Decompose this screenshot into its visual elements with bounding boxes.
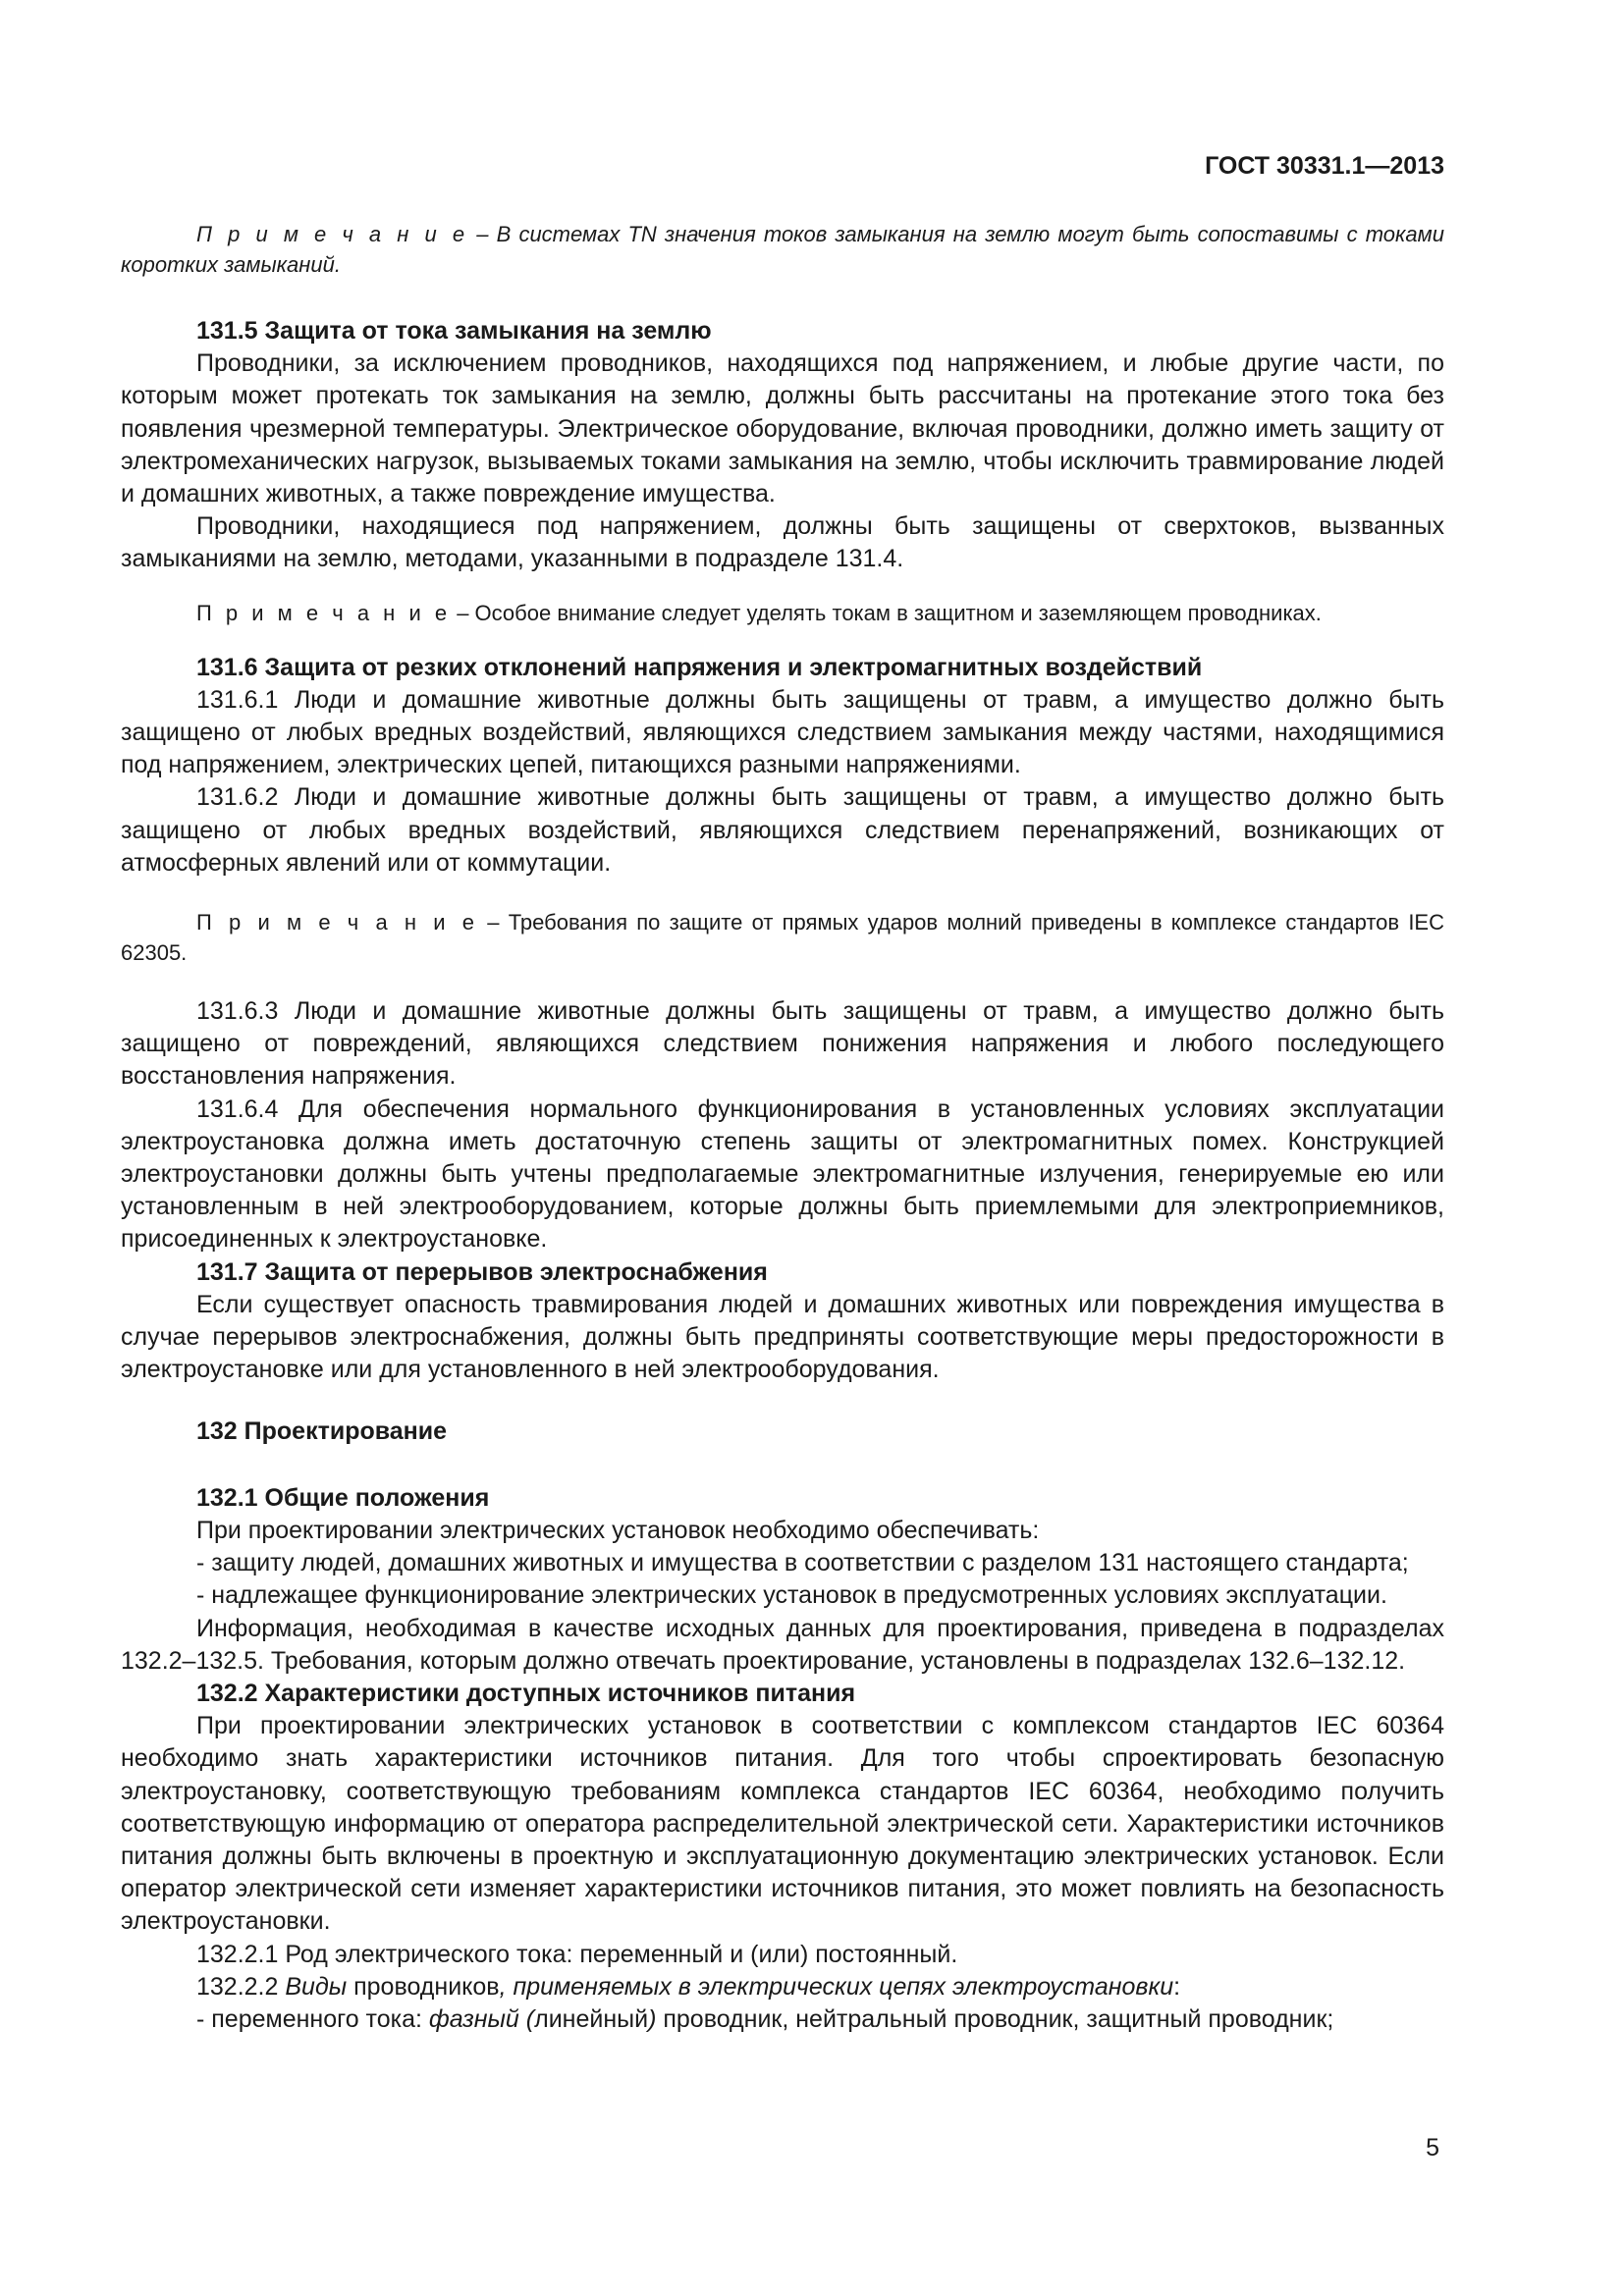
page-number: 5 xyxy=(1426,2134,1439,2162)
paragraph: Информация, необходимая в качестве исходных данных для проектирования, приведена в подразделах 132.2–132.5. Требования, которым должно отвечать проектирование, установлены в подразделах 132.6–132.12. xyxy=(121,1614,1444,1675)
paragraph: Проводники, находящиеся под напряжением, должны быть защищены от сверхтоков, вызванных замыканиями на землю, методами, указанными в подразделе 131.4. xyxy=(121,512,1444,573)
heading-131-5: 131.5 Защита от тока замыкания на землю xyxy=(196,317,712,345)
paragraph: При проектировании электрических установок в соответствии с комплексом стандартов IEC 60364 необходимо знать характеристики источников питания. Для того чтобы спроектировать безопасную электроустановку, соответствующую требованиям комплекса стандартов IEC 60364, необходимо получить соответствующую информацию от оператора распределительной электрической сети. Характеристики источников питания должны быть включены в проектную и эксплуатационную документацию электрических установок. Если оператор электрической сети изменяет характеристики источников питания, это может повлиять на безопасность электроустановки. xyxy=(121,1712,1444,1936)
text-run: линейный xyxy=(534,2004,649,2033)
paragraph: 132.2.1 Род электрического тока: переменный и (или) постоянный. xyxy=(196,1940,958,1968)
paragraph: 131.6.3 Люди и домашние животные должны быть защищены от травм, а имущество должно быть защищено от повреждений, являющихся следствием понижения напряжения и любого последующего восстановления напряжения. xyxy=(121,997,1444,1091)
note-protective-conductors xyxy=(121,598,1444,628)
note-label: П р и м е ч а н и е xyxy=(196,222,469,246)
list-item: - надлежащее функционирование электрических установок в предусмотренных условиях эксплуатации. xyxy=(196,1581,1387,1610)
document-body xyxy=(121,219,1444,2036)
heading-131-6: 131.6 Защита от резких отклонений напряжения и электромагнитных воздействий xyxy=(196,653,1203,681)
text-run: - переменного тока: xyxy=(196,2004,429,2033)
note-label: П р и м е ч а н и е xyxy=(196,600,452,625)
paragraph xyxy=(121,1971,1444,2003)
text-run-italic: фазный ( xyxy=(428,2004,535,2033)
text-run: 132.2.2 xyxy=(196,1972,286,2001)
note-label: П р и м е ч а н и е xyxy=(196,910,479,935)
paragraph: 131.6.2 Люди и домашние животные должны быть защищены от травм, а имущество должно быть защищено от любых вредных воздействий, являющихся следствием перенапряжений, возникающих от атмосферных явлений или от коммутации. xyxy=(121,783,1444,877)
text-run-italic: ) xyxy=(648,2004,657,2033)
text-run: проводник, нейтральный проводник, защитный проводник; xyxy=(656,2004,1334,2033)
note-text: – Требования по защите от прямых ударов молний приведены в комплексе стандартов IEC 62305. xyxy=(121,910,1444,966)
paragraph: Если существует опасность травмирования людей и домашних животных или повреждения имущества в случае перерывов электроснабжения, должны быть предприняты соответствующие меры предосторожности в электроустановке или для установленного в ней электрооборудования. xyxy=(121,1290,1444,1384)
note-text: – В системах TN значения токов замыкания на землю могут быть сопоставимы с токами коротких замыканий. xyxy=(121,222,1444,277)
text-run-italic: , применяемых в электрических цепях электроустановки xyxy=(499,1972,1174,2001)
note-tn-systems xyxy=(121,219,1444,280)
note-text: – Особое внимание следует уделять токам в защитном и заземляющем проводниках. xyxy=(451,600,1322,625)
note-lightning xyxy=(121,907,1444,968)
heading-132-2: 132.2 Характеристики доступных источников питания xyxy=(196,1679,856,1707)
text-run: проводников xyxy=(347,1972,500,2001)
paragraph: Проводники, за исключением проводников, находящихся под напряжением, и любые другие части, по которым может протекать ток замыкания на землю, должны быть рассчитаны на протекание этого тока без появления чрезмерной температуры. Электрическое оборудование, включая проводники, должно иметь защиту от электромеханических нагрузок, вызываемых токами замыкания на землю, чтобы исключить травмирование людей и домашних животных, а также повреждение имущества. xyxy=(121,349,1444,508)
heading-132: 132 Проектирование xyxy=(196,1417,448,1446)
paragraph: При проектировании электрических установок необходимо обеспечивать: xyxy=(196,1516,1040,1544)
paragraph: 131.6.1 Люди и домашние животные должны быть защищены от травм, а имущество должно быть защищено от любых вредных воздействий, являющихся следствием замыкания между частями, находящимися под напряжением, электрических цепей, питающихся разными напряжениями. xyxy=(121,685,1444,779)
heading-132-1: 132.1 Общие положения xyxy=(196,1483,490,1512)
text-run: : xyxy=(1173,1972,1181,2001)
heading-131-7: 131.7 Защита от перерывов электроснабжения xyxy=(196,1257,768,1286)
text-run-italic: Виды xyxy=(285,1972,348,2001)
list-item xyxy=(121,2003,1444,2036)
paragraph: 131.6.4 Для обеспечения нормального функционирования в установленных условиях эксплуатации электроустановка должна иметь достаточную степень защиты от электромагнитных помех. Конструкцией электроустановки должны быть учтены предполагаемые электромагнитные излучения, генерируемые ею или установленным в ней электрооборудованием, которые должны быть приемлемыми для электроприемников, присоединенных к электроустановке. xyxy=(121,1095,1444,1254)
list-item: - защиту людей, домашних животных и имущества в соответствии с разделом 131 настоящего стандарта; xyxy=(196,1549,1409,1577)
document-code: ГОСТ 30331.1—2013 xyxy=(1205,152,1444,180)
